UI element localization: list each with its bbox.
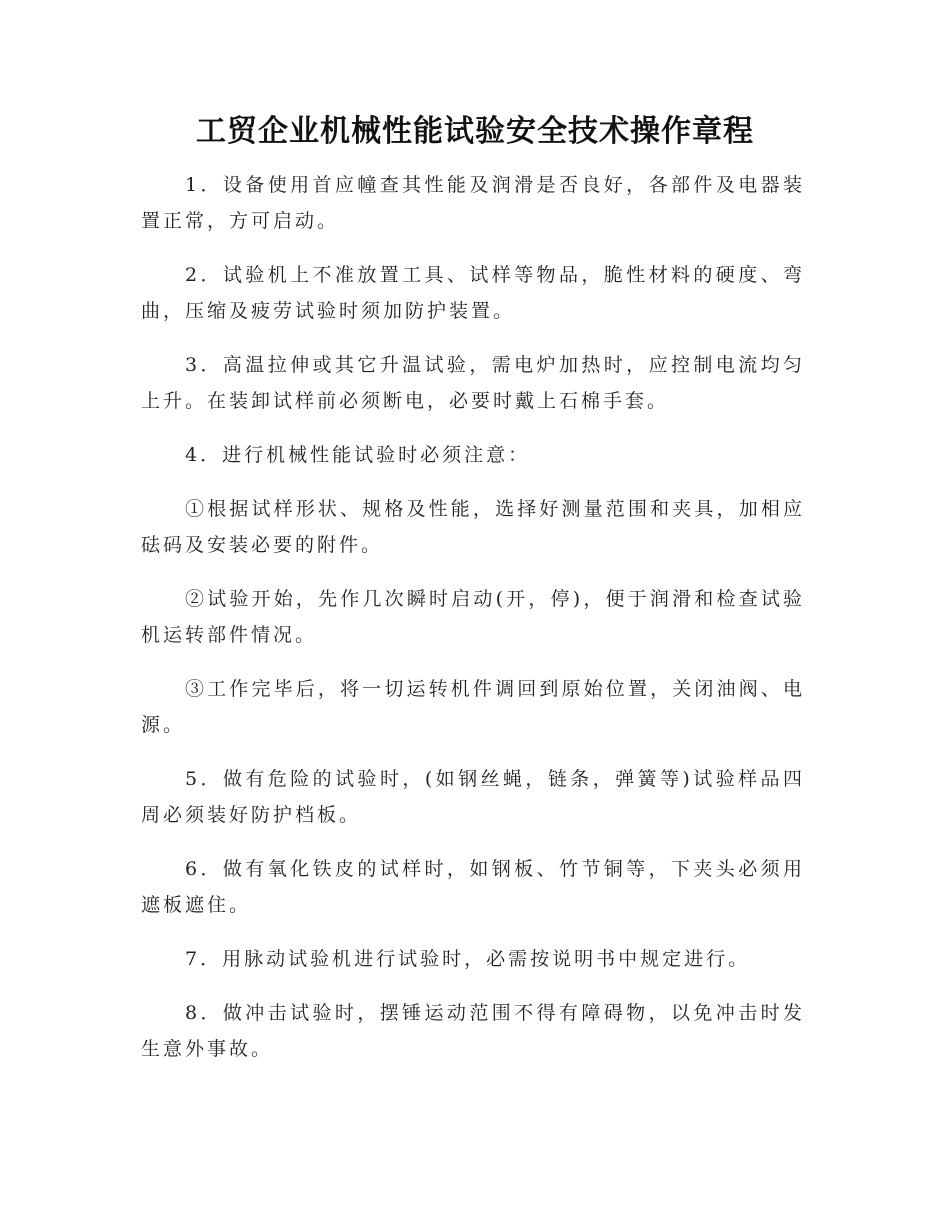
paragraph-4: 4．进行机械性能试验时必须注意： (185, 444, 531, 466)
document-title: 工贸企业机械性能试验安全技术操作章程 (196, 114, 754, 149)
paragraph-1: 1．设备使用首应幢查其性能及润滑是否良好，各部件及电器装置正常，方可启动。 (141, 174, 805, 232)
paragraph-8: 8．做冲击试验时，摆锤运动范围不得有障碍物，以免冲击时发生意外事故。 (141, 1002, 805, 1060)
paragraph-4-item-2: ②试验开始，先作几次瞬时启动(开，停)，便于润滑和检查试验机运转部件情况。 (141, 588, 805, 646)
paragraph-7: 7．用脉动试验机进行试验时，必需按说明书中规定进行。 (185, 948, 751, 970)
paragraph-4-item-3: ③工作完毕后，将一切运转机件调回到原始位置，关闭油阀、电源。 (141, 678, 805, 736)
paragraph-3: 3．高温拉伸或其它升温试验，需电炉加热时，应控制电流均匀上升。在装卸试样前必须断电，必要时戴上石棉手套。 (141, 354, 805, 412)
paragraph-6: 6．做有氧化铁皮的试样时，如钢板、竹节铜等，下夹头必须用遮板遮住。 (141, 858, 805, 916)
document-body (141, 167, 805, 1085)
paragraph-4-item-1: ①根据试样形状、规格及性能，选择好测量范围和夹具，加相应砝码及安装必要的附件。 (141, 498, 805, 556)
paragraph-2: 2．试验机上不准放置工具、试样等物品，脆性材料的硬度、弯曲，压缩及疲劳试验时须加防护装置。 (141, 264, 805, 322)
paragraph-5: 5．做有危险的试验时，(如钢丝蝇，链条，弹簧等)试验样品四周必须装好防护档板。 (141, 768, 805, 826)
